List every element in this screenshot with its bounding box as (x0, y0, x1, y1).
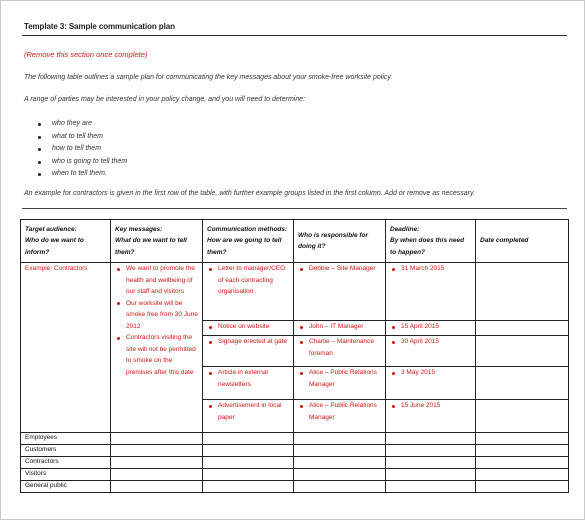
responsible-cell (294, 263, 386, 321)
remove-note: (Remove this section once complete) (24, 50, 148, 59)
message-item: Contractors visiting the site will not be permitted to smoke on the premises after this date (115, 332, 198, 378)
deadline-text: 31 March 2015 (401, 265, 445, 272)
header-audience-question: Who do we want to inform? (25, 237, 84, 256)
header-messages-question: What do we want to tell them? (115, 237, 187, 256)
header-responsible (294, 220, 386, 263)
communication-plan-table (20, 219, 569, 493)
deadline-cell (386, 336, 476, 367)
responsible-text: Charlie – Maintenance foreman (309, 338, 375, 357)
list-item: who is going to tell them (36, 156, 127, 169)
example-audience: Example: Contractors (25, 265, 88, 272)
deadline-cell (386, 321, 476, 336)
date-completed-cell (476, 367, 569, 400)
intro-paragraph: The following table outlines a sample plan for communicating the key messages about your smoke-free worksite policy. (24, 74, 393, 81)
title-divider (22, 35, 567, 36)
header-messages-label: Key messages: (115, 225, 163, 233)
example-messages-cell (111, 263, 203, 433)
group-cell: Contractors (21, 457, 111, 469)
method-text: Advertisement in local paper (218, 402, 282, 421)
group-cell: Visitors (21, 469, 111, 481)
method-cell (203, 263, 294, 321)
table-row (21, 481, 569, 493)
determine-paragraph: A range of parties may be interested in your policy change, and you will need to determine: (24, 96, 306, 103)
section-divider (22, 208, 567, 209)
responsible-text: Alice – Public Relations Manager (309, 369, 377, 388)
date-completed-cell (476, 400, 569, 433)
header-audience (21, 220, 111, 263)
header-methods-label: Communication methods: (207, 225, 288, 233)
header-methods (203, 220, 294, 263)
header-deadline-label: Deadline: (390, 225, 420, 233)
method-text: Letter to manager/CEO of each contracting organisation (218, 265, 286, 295)
responsible-text: Alice – Public Relations Manager (309, 402, 377, 421)
group-cell: Customers (21, 445, 111, 457)
responsible-cell (294, 321, 386, 336)
method-text: Notice on website (218, 323, 270, 330)
date-completed-cell (476, 263, 569, 321)
table-row (21, 457, 569, 469)
deadline-text: 15 April 2015 (401, 323, 439, 330)
page-title: Template 3: Sample communication plan (24, 22, 175, 31)
responsible-text: Debbie – Site Manager (309, 265, 376, 272)
method-text: Signage erected at gate (218, 338, 288, 345)
header-date-completed: Date completed (476, 220, 569, 263)
method-cell (203, 367, 294, 400)
method-cell (203, 336, 294, 367)
group-cell: General public (21, 481, 111, 493)
header-responsible-question: doing it? (298, 243, 326, 250)
example-audience-cell (21, 263, 111, 433)
method-text: Article in external newsletters (218, 369, 268, 388)
header-deadline (386, 220, 476, 263)
responsible-cell (294, 400, 386, 433)
group-cell: Employees (21, 433, 111, 445)
responsible-text: John – IT Manager (309, 323, 364, 330)
list-item: who they are (36, 118, 127, 131)
table-row (21, 263, 569, 321)
table-row (21, 469, 569, 481)
deadline-text: 3 May 2015 (401, 369, 435, 376)
example-note: An example for contractors is given in the first row of the table, with further example groups listed in the first column. Add or remove as necessary. (24, 190, 475, 197)
table-row (21, 445, 569, 457)
header-responsible-label: Who is responsible for (298, 231, 369, 239)
list-item: when to tell them. (36, 168, 127, 181)
responsible-cell (294, 336, 386, 367)
list-item: what to tell them (36, 131, 127, 144)
message-item: Our worksite will be smoke free from 30 June 2012 (115, 298, 198, 333)
header-audience-label: Target audience: (25, 225, 77, 233)
date-completed-cell (476, 336, 569, 367)
deadline-text: 30 April 2015 (401, 338, 439, 345)
deadline-cell (386, 400, 476, 433)
deadline-cell (386, 263, 476, 321)
header-methods-question: How are we going to tell them? (207, 237, 282, 256)
deadline-cell (386, 367, 476, 400)
table-header-row (21, 220, 569, 263)
method-cell (203, 400, 294, 433)
method-cell (203, 321, 294, 336)
message-item: We want to promote the health and wellbeing of our staff and visitors (115, 263, 198, 298)
date-completed-cell (476, 321, 569, 336)
responsible-cell (294, 367, 386, 400)
deadline-text: 15 June 2015 (401, 402, 441, 409)
header-deadline-question: By when does this need to happen? (390, 237, 465, 256)
header-messages (111, 220, 203, 263)
table-row (21, 433, 569, 445)
determine-list (36, 118, 127, 181)
list-item: how to tell them (36, 143, 127, 156)
